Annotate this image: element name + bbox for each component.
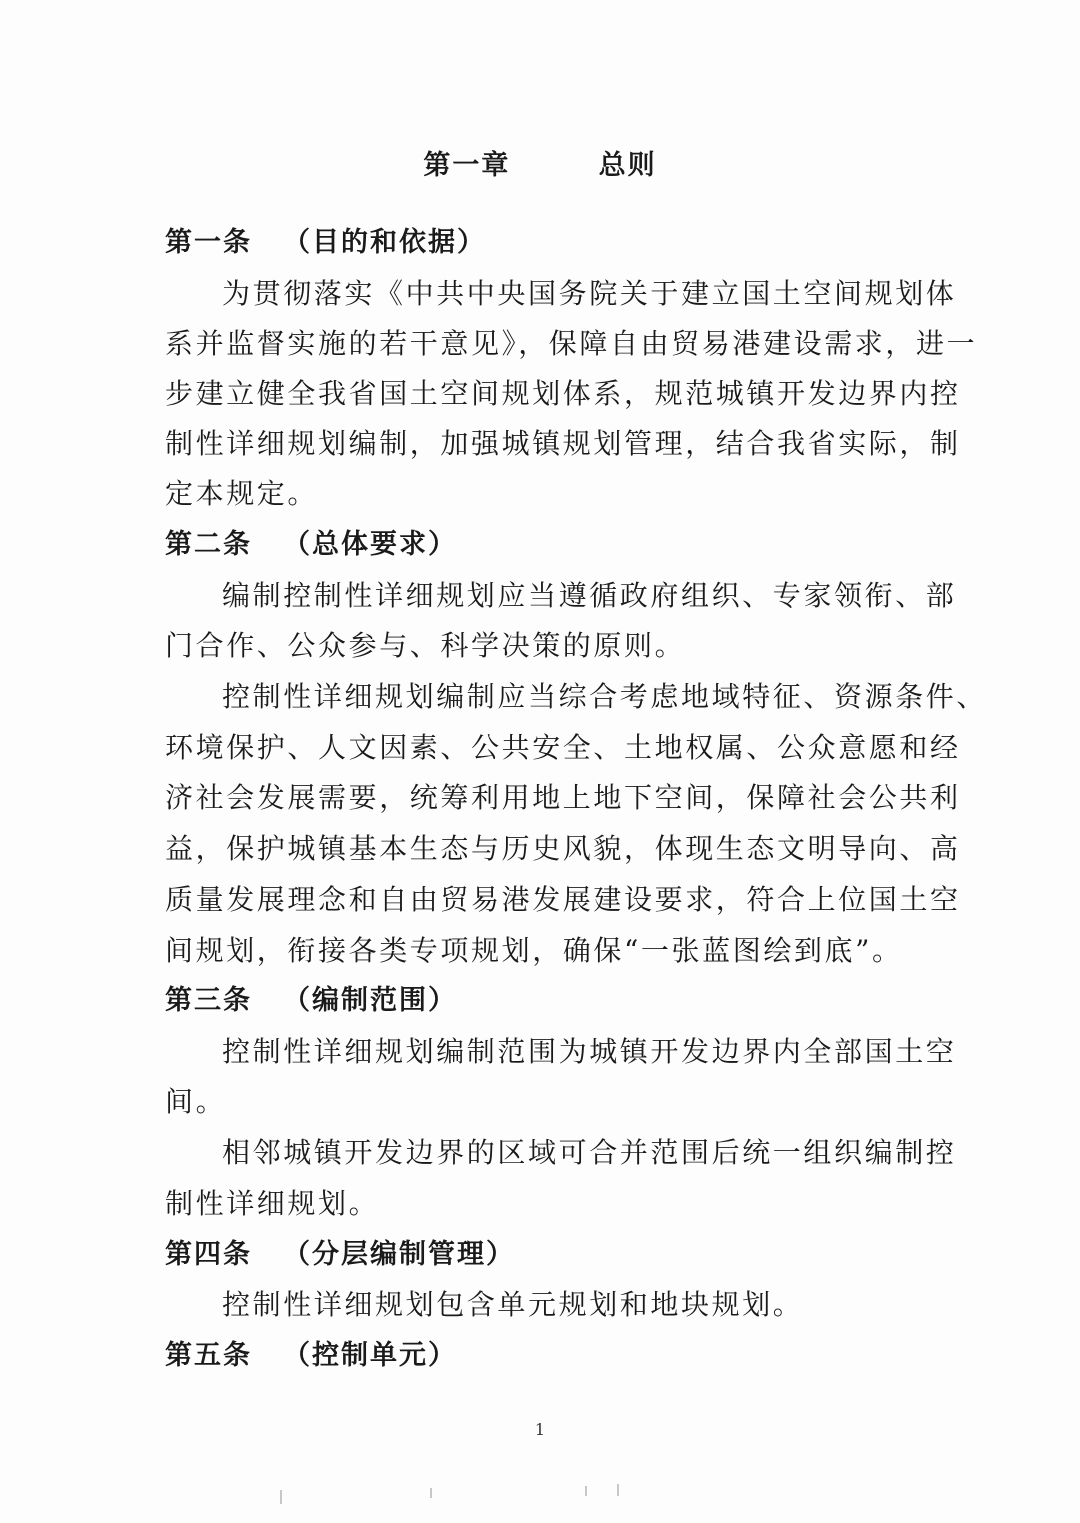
paragraph-line: 为贯彻落实《中共中央国务院关于建立国土空间规划体 xyxy=(222,277,957,310)
article-heading xyxy=(165,1237,925,1273)
paragraph-line: 质量发展理念和自由贸易港发展建设要求，符合上位国土空 xyxy=(165,883,961,916)
paragraph-line: 控制性详细规划编制应当综合考虑地域特征、资源条件、 xyxy=(222,680,988,713)
article-number: 第三条 xyxy=(165,985,252,1016)
article-title: （编制范围） xyxy=(283,985,457,1016)
article-title: （分层编制管理） xyxy=(283,1239,515,1270)
article-title: （目的和依据） xyxy=(283,227,486,258)
paragraph-line: 编制控制性详细规划应当遵循政府组织、专家领衔、部 xyxy=(222,579,957,612)
page-number: 1 xyxy=(534,1420,546,1439)
paragraph-line: 环境保护、人文因素、公共安全、土地权属、公众意愿和经 xyxy=(165,731,961,764)
article-number: 第一条 xyxy=(165,227,252,258)
paragraph-line: 系并监督实施的若干意见》，保障自由贸易港建设需求，进一 xyxy=(165,327,978,360)
paragraph-line: 相邻城镇开发边界的区域可合并范围后统一组织编制控 xyxy=(222,1136,957,1169)
scan-speck xyxy=(280,1490,282,1504)
article-number: 第四条 xyxy=(165,1239,252,1270)
article-title: （控制单元） xyxy=(283,1340,457,1371)
article-heading xyxy=(165,527,925,563)
paragraph-line: 门合作、公众参与、科学决策的原则。 xyxy=(165,629,686,662)
paragraph-line: 益，保护城镇基本生态与历史风貌，体现生态文明导向、高 xyxy=(165,832,961,865)
paragraph-line: 控制性详细规划包含单元规划和地块规划。 xyxy=(222,1288,804,1321)
article-heading xyxy=(165,983,925,1019)
paragraph-line: 步建立健全我省国土空间规划体系，规范城镇开发边界内控 xyxy=(165,377,961,410)
paragraph-line: 定本规定。 xyxy=(165,477,319,510)
paragraph-line: 济社会发展需要，统筹利用地上地下空间，保障社会公共利 xyxy=(165,781,961,814)
article-heading xyxy=(165,1338,925,1374)
scan-speck xyxy=(430,1488,432,1498)
scan-speck xyxy=(617,1484,619,1496)
paragraph-line: 间规划，衔接各类专项规划，确保“一张蓝图绘到底”。 xyxy=(165,934,903,967)
article-title: （总体要求） xyxy=(283,529,457,560)
article-heading xyxy=(165,225,925,261)
chapter-title: 第一章 总则 xyxy=(423,150,657,181)
paragraph-line: 间。 xyxy=(165,1085,227,1118)
scan-speck xyxy=(585,1486,587,1496)
paragraph-line: 制性详细规划。 xyxy=(165,1187,380,1220)
article-number: 第五条 xyxy=(165,1340,252,1371)
paragraph-line: 控制性详细规划编制范围为城镇开发边界内全部国土空 xyxy=(222,1035,957,1068)
paragraph-line: 制性详细规划编制，加强城镇规划管理，结合我省实际，制 xyxy=(165,427,961,460)
article-number: 第二条 xyxy=(165,529,252,560)
